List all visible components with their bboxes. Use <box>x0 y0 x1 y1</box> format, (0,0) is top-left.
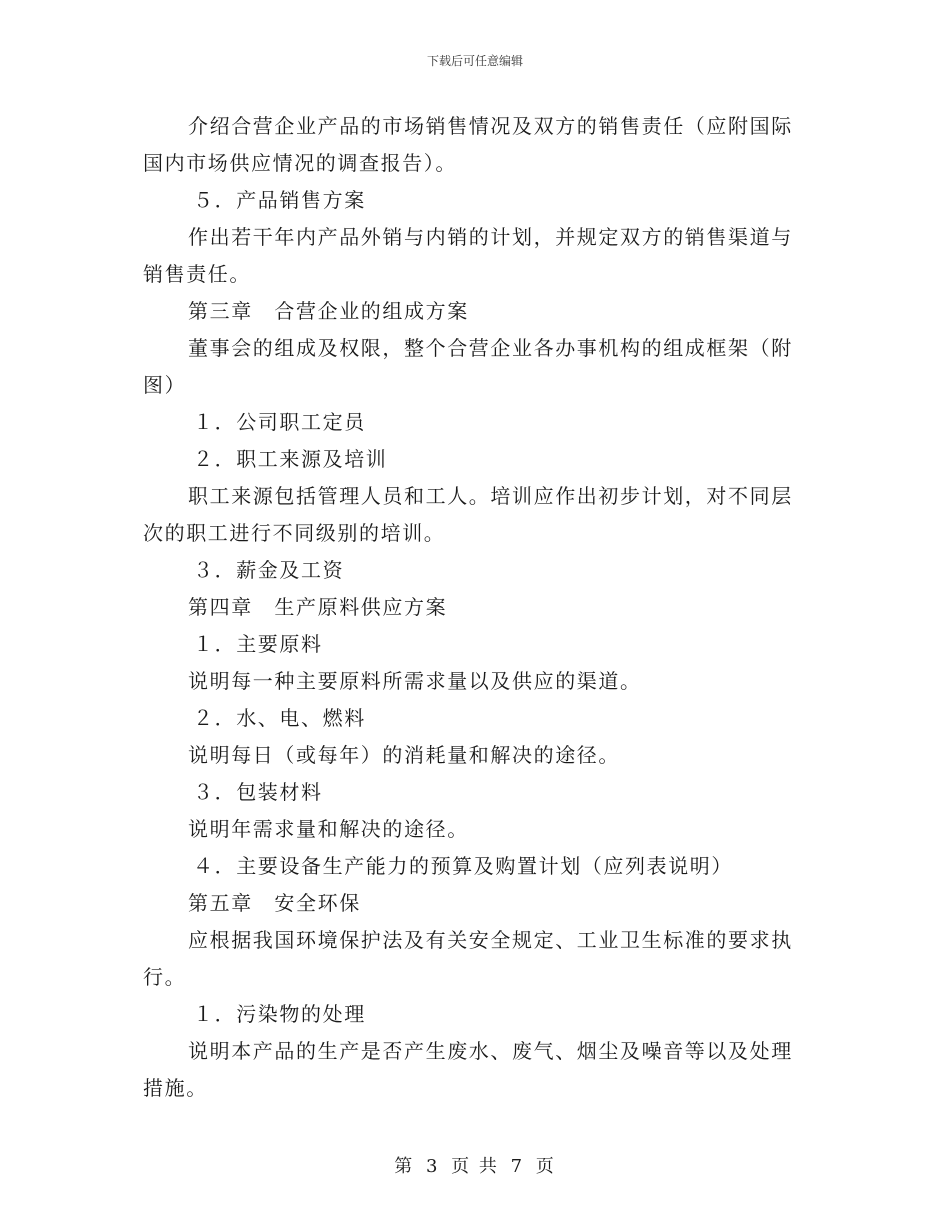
paragraph-market-sales: 介绍合营企业产品的市场销售情况及双方的销售责任（应附国际国内市场供应情况的调查报告）。 <box>143 114 793 175</box>
item-4-equipment: ４．主要设备生产能力的预算及购置计划（应列表说明） <box>193 854 733 878</box>
footer-middle: 页 共 <box>451 1156 499 1177</box>
footer-suffix: 页 <box>535 1156 556 1177</box>
page-header-note: 下载后可任意编辑 <box>426 54 523 68</box>
chapter-5-heading: 第五章 安全环保 <box>188 891 361 915</box>
paragraph-raw-material: 说明每一种主要原料所需求量以及供应的渠道。 <box>188 669 642 693</box>
document-body <box>143 108 798 1107</box>
item-1-staffing: １．公司职工定员 <box>193 410 366 434</box>
item-1-pollutants: １．污染物的处理 <box>193 1002 366 1026</box>
paragraph-training: 职工来源包括管理人员和工人。培训应作出初步计划，对不同层次的职工进行不同级别的培训。 <box>143 484 793 545</box>
paragraph-sales-plan: 作出若干年内产品外销与内销的计划，并规定双方的销售渠道与销售责任。 <box>143 225 793 286</box>
paragraph-utilities: 说明每日（或每年）的消耗量和解决的途径。 <box>188 743 620 767</box>
chapter-4-heading: 第四章 生产原料供应方案 <box>188 595 448 619</box>
item-5-sales-plan: ５．产品销售方案 <box>193 188 366 212</box>
chapter-3-heading: 第三章 合营企业的组成方案 <box>188 299 469 323</box>
paragraph-packaging: 说明年需求量和解决的途径。 <box>188 817 469 841</box>
item-2-staff-source: ２．职工来源及培训 <box>193 447 388 471</box>
item-2-utilities: ２．水、电、燃料 <box>193 706 366 730</box>
paragraph-pollutants: 说明本产品的生产是否产生废水、废气、烟尘及噪音等以及处理措施。 <box>143 1039 793 1100</box>
paragraph-environment: 应根据我国环境保护法及有关安全规定、工业卫生标准的要求执行。 <box>143 928 793 989</box>
item-1-raw-material: １．主要原料 <box>193 632 323 656</box>
paragraph-board: 董事会的组成及权限，整个合营企业各办事机构的组成框架（附图） <box>143 336 793 397</box>
footer-total-pages: 7 <box>510 1156 525 1177</box>
item-3-salary: ３．薪金及工资 <box>193 558 345 582</box>
item-3-packaging: ３．包装材料 <box>193 780 323 804</box>
footer-prefix: 第 <box>394 1156 415 1177</box>
page-footer <box>0 1152 950 1178</box>
footer-page-number: 3 <box>425 1156 440 1177</box>
